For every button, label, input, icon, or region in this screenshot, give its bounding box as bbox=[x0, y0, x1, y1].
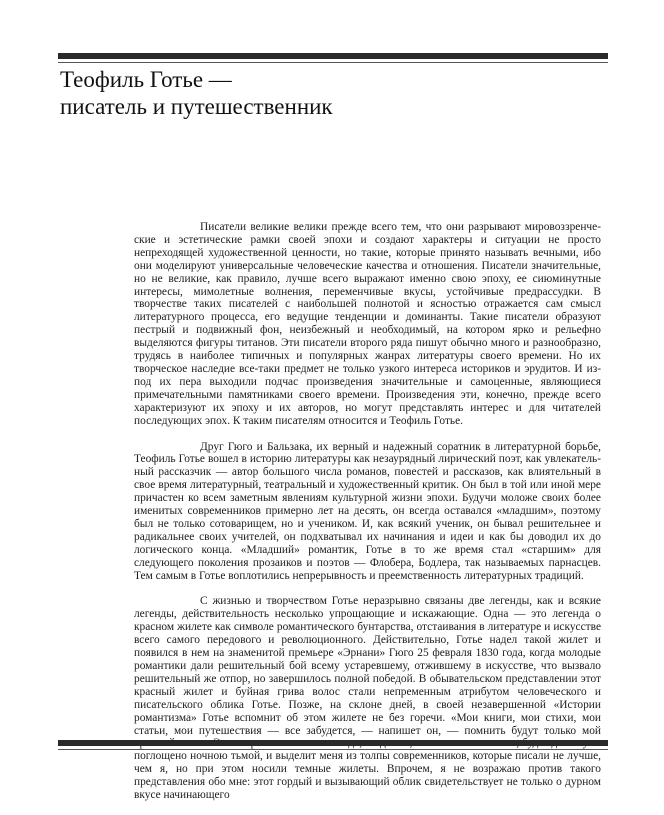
chapter-title bbox=[60, 66, 333, 120]
chapter-title-line-1: Теофиль Готье — bbox=[60, 67, 232, 92]
bottom-rule-thin bbox=[58, 749, 608, 750]
paragraph-3: С жизнью и творчеством Готье неразрывно связаны две легенды, как и всякие легенды, действительность несколько упрощающие и искажающие. Одна — это легенда о красном жилете как символе романтического бунтарства, отстаивания в литературе и искусстве всего самого передового и революционного. Действительно, Готье надел такой жилет и появился в нем на знаменитой премьере «Эрнани» Гюго 25 февраля 1830 года, когда молодые романтики дали решительный бой всему устаревшему, отжившему в искусстве, что вызвало решительный же отпор, но завершилось полной победой. В обывательском представлении этот красный жилет и буйная грива волос стали непременным атрибутом человеческого и писательского облика Готье. Позже, на склоне дней, в своей незавершенной «Истории романтизма» Готье вспомнит об этом жилете не без горечи. «Мои книги, мои стихи, мои статьи, мои путешествия — все забудется, — напишет он, — помнить будут только мой поглощено ночною тьмой, и выделит меня из толпы современников, которые писали не лучше, чем я, но при этом носили темные жилеты. Впрочем, я не возражаю против такого представления обо мне: этот гордый и вызывающий облик свидетельствует не только о дурном вкусе начинающего bbox=[134, 595, 601, 802]
chapter-title-line-2: писатель и путешественник bbox=[60, 94, 333, 119]
body-text bbox=[134, 221, 601, 815]
top-rule-thin bbox=[58, 62, 608, 63]
paragraph-1: Писатели великие велики прежде всего тем, что они разрывают мировоззренче-ские и эстетические рамки своей эпохи и создают характеры и ситуации не просто непреходящей художественной ценности, но такие, которые принято называть вечными, ибо они моделируют универсальные человеческие качества и отношения. Писатели значительные, но не великие, как правило, лучше всего выражают именно свою эпоху, ее сиюминутные интересы, мимолетные волнения, переменчивые вкусы, устойчивые предрассудки. В творчестве таких писателей с наибольшей полнотой и ясностью отражается сам смысл литературного процесса, его ведущие тенденции и доминанты. Такие писатели образуют пестрый и подвижный фон, неизбежный и необходимый, на котором ярко и рельефно выделяются фигуры титанов. Эти писатели второго ряда пишут обычно много и разнообразно, трудясь в наиболее типичных и популярных жанрах литературы своего времени. Но их творческое наследие все-таки предмет не только узкого интереса историков и эрудитов. И из-под их пера выходили подчас произведения значительные и самоценные, являющиеся примечательными памятниками своего времени. Произведения эти, конечно, прежде всего характеризуют их эпоху и их авторов, но могут представлять интерес и для читателей последующих эпох. К таким писателям относится и Теофиль Готье. bbox=[134, 221, 601, 427]
top-rule bbox=[58, 53, 608, 59]
paragraph-2: Друг Гюго и Бальзака, их верный и надежный соратник в литературной борьбе, Теофиль Готье вошел в историю литературы как незаурядный лирический поэт, как увлекатель-ный рассказчик — автор большого числа романов, повестей и рассказов, как влиятельный в свое время литературный, театральный и художественный критик. Он был в той или иной мере причастен ко всем заметным явлениям культурной жизни эпохи. Будучи моложе своих более именитых современников примерно лет на десять, он всегда оставался «младшим», поэтому был не только сотоварищем, но и учеником. И, как всякий ученик, он бывал решительнее и радикальнее своих учителей, он подхватывал их начинания и идеи и как бы доводил их до логического конца. «Младший» романтик, Готье в то же время стал «старшим» для следующего поколения прозаиков и поэтов — Флобера, Бодлера, так называемых парнасцев. Тем самым в Готье воплотились непрерывность и преемственность литературных традиций. bbox=[134, 440, 601, 582]
bottom-rule bbox=[58, 740, 608, 746]
